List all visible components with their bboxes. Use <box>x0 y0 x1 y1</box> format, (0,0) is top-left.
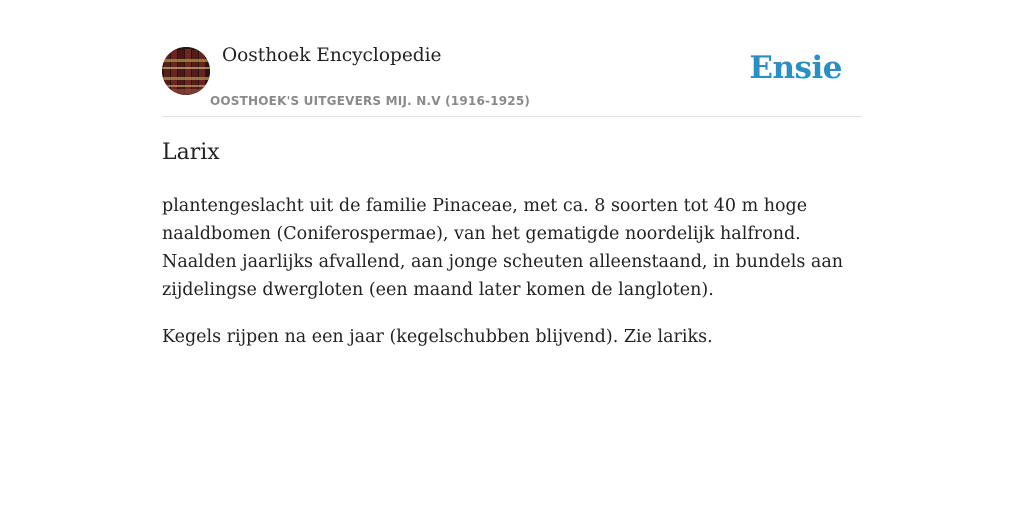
entry-title: Larix <box>162 140 220 165</box>
page <box>162 0 862 512</box>
ensie-logo[interactable]: Ensie <box>749 50 842 86</box>
entry-paragraph: plantengeslacht uit de familie Pinaceae, met ca. 8 soorten tot 40 m hoge naaldbomen (Coniferospermae), van het gematigde noordelijk halfrond. Naalden jaarlijks afvallend, aan jonge scheuten alleenstaand, in bundels aan zijdelingse dwergloten (een maand later komen de langloten). <box>162 196 844 300</box>
source-header <box>162 0 862 117</box>
source-title[interactable]: Oosthoek Encyclopedie <box>222 45 442 66</box>
entry-paragraph: Kegels rijpen na een jaar (kegelschubben blijvend). Zie lariks. <box>162 327 713 347</box>
entry-body <box>162 192 862 370</box>
encyclopedia-books-icon[interactable] <box>162 47 210 95</box>
publisher-subtitle: OOSTHOEK'S UITGEVERS MIJ. N.V (1916-1925) <box>210 94 531 108</box>
